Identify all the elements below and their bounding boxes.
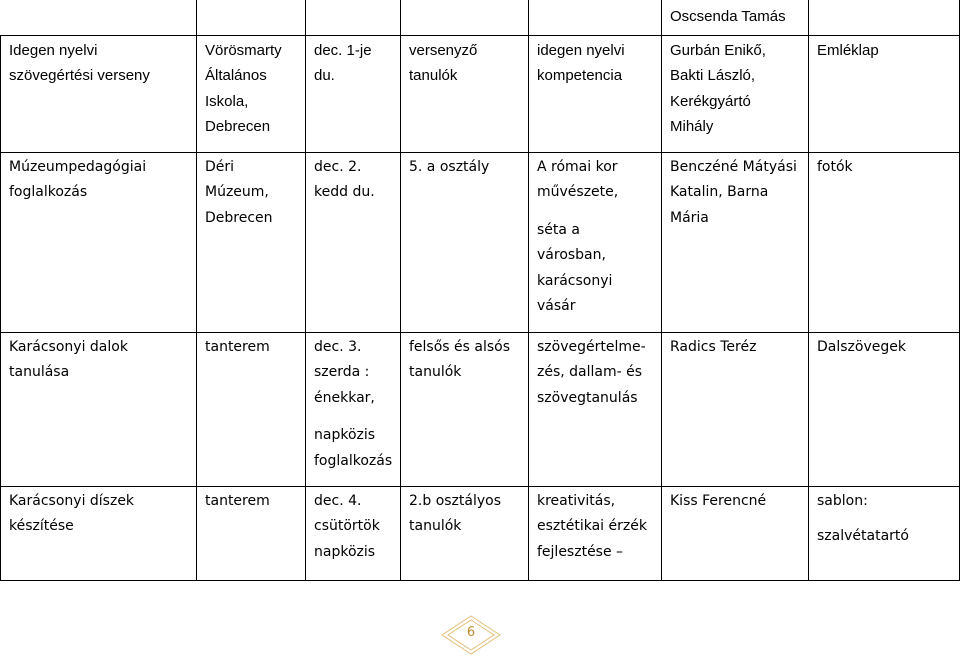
cell-participants: versenyző tanulók	[401, 35, 529, 152]
cell-event: Karácsonyi díszek készítése	[1, 486, 197, 580]
cell-goal: szövegértelme- zés, dallam- és szövegtanulás	[529, 332, 662, 486]
cell-event: Múzeumpedagógiai foglalkozás	[1, 152, 197, 332]
table-row	[1, 152, 960, 332]
cell-location: tanterem	[197, 486, 306, 580]
cell-goal: kreativitás, esztétikai érzék fejlesztése –	[529, 486, 662, 580]
page-number: 6	[466, 625, 476, 640]
cell-participants: 5. a osztály	[401, 152, 529, 332]
cell-documentation: Emléklap	[809, 35, 960, 152]
cell-date: dec. 4. csütörtök napközis	[306, 486, 401, 580]
table-row	[1, 35, 960, 152]
cell-organizers: Benczéné Mátyási Katalin, Barna Mária	[662, 152, 809, 332]
cell-event: Idegen nyelvi szövegértési verseny	[1, 35, 197, 152]
cell-location: Déri Múzeum, Debrecen	[197, 152, 306, 332]
cell-organizers: Radics Teréz	[662, 332, 809, 486]
cell-participants: felsős és alsós tanulók	[401, 332, 529, 486]
page-number-badge	[440, 614, 502, 656]
cell-date: dec. 3. szerda : énekkar, napközis foglalkozás	[306, 332, 401, 486]
cell-location: Vörösmarty Általános Iskola, Debrecen	[197, 35, 306, 152]
cell-goal: A római kor művészete, séta a városban, karácsonyi vásár	[529, 152, 662, 332]
cell-documentation: sablon: szalvétatartó	[809, 486, 960, 580]
cell-participants: 2.b osztályos tanulók	[401, 486, 529, 580]
cell-date: dec. 2. kedd du.	[306, 152, 401, 332]
table-row	[1, 486, 960, 580]
cell-organizers: Kiss Ferencné	[662, 486, 809, 580]
cell-documentation: fotók	[809, 152, 960, 332]
cell-goal: idegen nyelvi kompetencia	[529, 35, 662, 152]
cell-event: Karácsonyi dalok tanulása	[1, 332, 197, 486]
cell-date: dec. 1-je du.	[306, 35, 401, 152]
table-row	[1, 332, 960, 486]
cell-organizers: Gurbán Enikő, Bakti László, Kerékgyártó Mihály	[662, 35, 809, 152]
cell-location: tanterem	[197, 332, 306, 486]
cell-documentation: Dalszövegek	[809, 332, 960, 486]
header-cell-name: Oscsenda Tamás	[662, 0, 809, 35]
table-row	[1, 0, 960, 35]
